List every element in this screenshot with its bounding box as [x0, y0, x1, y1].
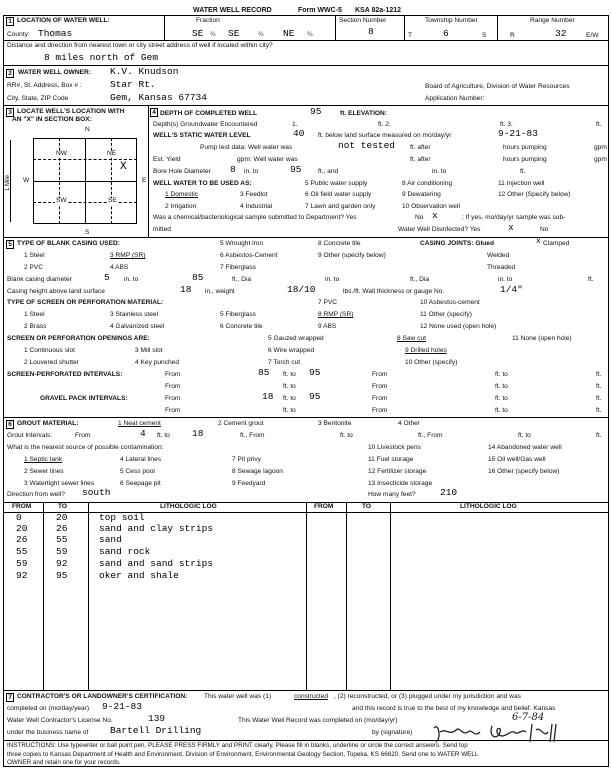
casing-abs[interactable]: 4 ABS [110, 264, 129, 271]
section-1-number: 1 [6, 17, 14, 26]
gw-1-label: 1. [292, 121, 298, 128]
log-row-from: 26 [16, 534, 28, 545]
gp-ft2: ft. [596, 407, 602, 414]
gp-to4-label: ft. to [495, 407, 508, 414]
disinf-no[interactable]: No [540, 226, 549, 233]
gw-3-label: ft. 3. [500, 121, 513, 128]
completed-label: completed on (mo/day/year) [7, 705, 90, 712]
open-saw[interactable]: 8 Saw cut [397, 335, 426, 342]
spi-to[interactable]: 95 [309, 367, 321, 378]
compass-s: S [85, 229, 90, 236]
log-row-to: 26 [56, 523, 68, 534]
disinf-label: Water Well Disinfected? Yes [398, 226, 481, 233]
section-number-value[interactable]: 8 [368, 26, 374, 37]
gp-ft: ft. [596, 395, 602, 402]
height-in: in., weight [205, 288, 235, 295]
open-other[interactable]: 10 Other (specify) [405, 359, 458, 366]
bore-depth[interactable]: 95 [290, 164, 302, 175]
screen-concrete[interactable]: 6 Concrete tile [220, 323, 263, 330]
contam-pit[interactable]: 7 Pit privy [232, 456, 261, 463]
gp-to2-label: ft. to [495, 395, 508, 402]
location-label: LOCATION OF WATER WELL: [17, 17, 110, 24]
diam-in-3: in. to [498, 276, 513, 283]
screen-abs[interactable]: 9 ABS [318, 323, 337, 330]
locate-label: LOCATE WELL'S LOCATION WITH [17, 108, 125, 115]
joints-x: x [536, 237, 541, 246]
grout-cement-grout[interactable]: 2 Cement grout [218, 420, 264, 427]
weight-value[interactable]: 18/10 [287, 284, 316, 295]
screen-label: TYPE OF SCREEN OR PERFORATION MATERIAL: [7, 299, 164, 306]
screen-other[interactable]: 11 Other (specify) [420, 311, 472, 318]
chem-label: Was a chemical/bacteriological sample submitted to Department? Yes [153, 214, 357, 221]
grout-from-label: From [75, 432, 91, 439]
log-row-from: 0 [16, 512, 22, 523]
contam-septic[interactable]: 1 Septic tank [24, 456, 63, 463]
section-3-number: 3 [6, 108, 14, 117]
bore-label: Bore Hole Diameter [153, 168, 211, 175]
open-wire[interactable]: 6 Wire wrapped [268, 347, 315, 354]
log-row-desc: sand and clay strips [99, 523, 214, 534]
township-suffix: S [482, 32, 487, 39]
weight-tail: lbs./ft. Wall thickness or gauge No. [343, 288, 445, 295]
casing-steel[interactable]: 1 Steel [24, 252, 45, 259]
log-litho-header-2: LITHOLOGIC LOG [460, 503, 517, 510]
distance-label: Distance and direction from nearest town or city street address of well if located within city? [7, 42, 273, 49]
log-row-to: 20 [56, 512, 68, 523]
spi-to2-label: ft. to [495, 371, 508, 378]
casing-rmp[interactable]: 3 RMP (SR) [110, 252, 146, 259]
log-litho-header: LITHOLOGIC LOG [160, 503, 217, 510]
owner-label: WATER WELL OWNER: [18, 69, 92, 76]
yield-label: Est. Yield [153, 156, 181, 163]
business-value[interactable]: Bartell Drilling [110, 725, 202, 736]
depth-value[interactable]: 95 [310, 106, 322, 117]
log-row-desc: sand and sand strips [99, 558, 214, 569]
log-row-from: 59 [16, 558, 28, 569]
city-value[interactable]: Gem, Kansas 67734 [110, 92, 207, 103]
use-air[interactable]: 8 Air conditioning [402, 180, 453, 187]
open-gauzed[interactable]: 5 Gauzed wrapped [268, 335, 324, 342]
pump-label: Pump test data: Well water was [200, 144, 293, 151]
contam-fuel[interactable]: 11 Fuel storage [368, 456, 414, 463]
grout-to[interactable]: 18 [192, 428, 204, 439]
spi-from4-label: From [372, 383, 388, 390]
diam-to[interactable]: 85 [192, 272, 204, 283]
log-row-from: 92 [16, 570, 28, 581]
grout-other[interactable]: 4 Other [398, 420, 420, 427]
section-6-number: 6 [6, 420, 14, 429]
bore-ft-2: ft. [520, 168, 526, 175]
gp-from2-label: From [372, 395, 388, 402]
gp-to3-label: ft. to [283, 407, 296, 414]
spi-from3-label: From [165, 383, 181, 390]
address-value[interactable]: Star Rt. [110, 79, 156, 90]
chem-tail: ; If yes, mo/day/yr sample was sub- [462, 214, 566, 221]
joints-threaded[interactable]: Threaded [487, 264, 516, 271]
openings-label: SCREEN OR PERFORATION OPENINGS ARE: [7, 335, 150, 342]
gp-to-label: ft. to [283, 395, 296, 402]
spi-ft: ft. [596, 371, 602, 378]
fraction-label: Fraction [196, 17, 220, 24]
quadrant-sw: SW [56, 197, 67, 204]
contam-livestock[interactable]: 10 Livestock pens [368, 444, 421, 451]
screen-stainless[interactable]: 3 Stainless steel [110, 311, 159, 318]
pump-gpm: gpm [594, 144, 607, 151]
open-drilled[interactable]: 9 Drilled holes [405, 347, 447, 354]
locate-label-2: AN "X" IN SECTION BOX: [12, 116, 92, 123]
use-dewatering[interactable]: 9 Dewatering [402, 191, 441, 198]
height-label: Casing height above land surface [7, 288, 105, 295]
chem-no[interactable]: No [415, 214, 424, 221]
screen-brass[interactable]: 2 Brass [24, 323, 47, 330]
screen-rmp[interactable]: 8 RMP (SR) [318, 311, 354, 318]
contam-insecticide[interactable]: 13 Insecticide storage [368, 480, 433, 487]
screen-fiberglass[interactable]: 5 Fiberglass [220, 311, 256, 318]
range-label: Range Number [530, 17, 575, 24]
casing-other[interactable]: 9 Other (specify below) [318, 252, 386, 259]
diam-ft: ft., Dia [232, 276, 252, 283]
static-label: WELL'S STATIC WATER LEVEL [153, 132, 251, 139]
use-public[interactable]: 5 Public water supply [305, 180, 368, 187]
open-continuous[interactable]: 1 Continuous slot [24, 347, 75, 354]
casing-asbestos[interactable]: 6 Asbestos-Cement [220, 252, 278, 259]
section-5-number: 5 [6, 240, 14, 249]
screen-none[interactable]: 12 None used (open hole) [420, 323, 497, 330]
section-4-number: 4 [150, 108, 158, 117]
log-row-from: 20 [16, 523, 28, 534]
section-number-label: Section Number [339, 17, 387, 24]
contam-cess[interactable]: 5 Cess pool [120, 468, 155, 475]
grout-neat-cement[interactable]: 1 Neat cement [118, 420, 161, 427]
range-prefix: R [510, 32, 515, 39]
owner-value[interactable]: K.V. Knudson [110, 66, 179, 77]
contam-seepage[interactable]: 6 Seepage pit [120, 480, 161, 487]
use-other[interactable]: 12 Other (Specify below) [498, 191, 571, 198]
log-from-header-2: FROM [314, 503, 334, 510]
use-injection[interactable]: 11 Injection well [498, 180, 545, 187]
bore-diameter[interactable]: 8 [230, 164, 236, 175]
fraction-q1-unit: ¼ [210, 31, 216, 38]
spi-to-label: ft. to [283, 371, 296, 378]
spi-label: SCREEN-PERFORATED INTERVALS: [7, 371, 123, 378]
township-prefix: T [408, 32, 413, 39]
instructions-line-1: INSTRUCTIONS: Use typewriter or ball point pen, PLEASE PRESS FIRMLY and PRINT clearly. Please fill in blanks, underline or circle the correct answers. Send top [7, 742, 468, 749]
pump-value[interactable]: not tested [338, 140, 396, 151]
static-date[interactable]: 9-21-83 [498, 128, 538, 139]
use-lawn[interactable]: 7 Lawn and garden only [305, 203, 376, 210]
diam-value[interactable]: 5 [104, 272, 110, 283]
log-row-desc: sand rock [99, 546, 151, 557]
cert-constructed[interactable]: constructed [294, 693, 329, 700]
license-value[interactable]: 139 [148, 713, 166, 724]
diam-label: Blank casing diameter [7, 276, 72, 283]
fraction-q2-unit: ¼ [258, 31, 264, 38]
open-louvered[interactable]: 2 Louvered shutter [24, 359, 79, 366]
yield-after: ft. after [410, 156, 431, 163]
contam-feedyard[interactable]: 9 Feedyard [232, 480, 266, 487]
contam-lagoon[interactable]: 8 Sewage lagoon [232, 468, 283, 475]
log-row-desc: sand [99, 534, 122, 545]
cert-text: This water well was (1) [204, 693, 272, 700]
fraction-q1[interactable]: SE [192, 28, 204, 39]
fraction-q3[interactable]: NE [283, 28, 295, 39]
casing-label: TYPE OF BLANK CASING USED: [17, 240, 120, 247]
log-to-header: TO [58, 503, 68, 510]
feet-value[interactable]: 210 [440, 487, 458, 498]
contam-lateral[interactable]: 4 Lateral lines [120, 456, 162, 463]
gw-3-ft: ft. [596, 121, 602, 128]
gauge-value[interactable]: 1/4" [500, 284, 523, 295]
well-location-mark: X [120, 161, 127, 173]
grout-label: GROUT MATERIAL: [17, 420, 79, 427]
diam-ft-3: ft. [588, 276, 594, 283]
contam-abandoned[interactable]: 14 Abandoned water well [488, 444, 562, 451]
static-value[interactable]: 40 [293, 128, 305, 139]
city-label: City, State, ZIP Code [7, 95, 69, 102]
range-value[interactable]: 32 [555, 28, 567, 39]
depth-label: DEPTH OF COMPLETED WELL [160, 110, 258, 117]
quadrant-se: SE [108, 197, 117, 204]
county-label: County: [7, 31, 30, 38]
grout-intervals-label: Grout Intervals: [7, 432, 53, 439]
joints-label: CASING JOINTS: Glued [420, 240, 495, 247]
yield-hours: hours pumping [503, 156, 547, 163]
compass-n: N [85, 126, 90, 133]
chem-mitted: mitted [153, 226, 171, 233]
gp-to[interactable]: 95 [309, 391, 321, 402]
static-tail: ft. below land surface measured on mo/day/yr [318, 132, 452, 139]
address-label: RR#, St. Address, Box # : [7, 82, 82, 89]
use-observation[interactable]: 10 Observation well [402, 203, 460, 210]
pump-after: ft. after [410, 144, 431, 151]
completed-value[interactable]: 9-21-83 [102, 701, 142, 712]
pump-hours: hours pumping [503, 144, 547, 151]
contam-watertight[interactable]: 3 Watertight sewer lines [24, 480, 95, 487]
compass-e: E [142, 177, 147, 184]
quadrant-ne: NE [107, 150, 117, 157]
open-torch[interactable]: 7 Torch cut [268, 359, 301, 366]
ksa-number: KSA 82a-1212 [355, 7, 402, 14]
joints-clamped[interactable]: Clamped [543, 240, 570, 247]
section-7-number: 7 [6, 693, 14, 702]
gp-from3-label: From [165, 407, 181, 414]
grout-to-label: ft. to [157, 432, 170, 439]
bore-ft: ft., and [318, 168, 339, 175]
gravel-label: GRAVEL PACK INTERVALS: [40, 395, 128, 402]
yield-tail: gpm: Well water was [237, 156, 298, 163]
log-row-desc: top soil [99, 512, 145, 523]
open-key[interactable]: 4 Key punched [135, 359, 179, 366]
form-title: WATER WELL RECORD [193, 7, 272, 14]
grout-bentonite[interactable]: 3 Bentonite [318, 420, 352, 427]
fraction-q2[interactable]: SE [228, 28, 240, 39]
direction-value[interactable]: south [82, 487, 111, 498]
grout-ft: ft., From [240, 432, 265, 439]
instructions-line-3: OWNER and retain one for your records. [7, 759, 121, 766]
township-label: Township Number [425, 17, 478, 24]
open-mill[interactable]: 3 Mill slot [135, 347, 163, 354]
application-label: Application Number: [425, 95, 485, 102]
county-value[interactable]: Thomas [38, 28, 73, 39]
grout-ft-2: ft., From [418, 432, 443, 439]
log-row-to: 55 [56, 534, 68, 545]
use-label: WELL WATER TO BE USED AS: [153, 180, 252, 187]
diam-in-2: in. to [325, 276, 340, 283]
feet-label: How many feet? [368, 491, 416, 498]
joints-welded[interactable]: Welded [487, 252, 510, 259]
gw-2-label: ft. 2. [378, 121, 391, 128]
screen-asbestos[interactable]: 10 Asbestos-cement [420, 299, 480, 306]
use-oilfield[interactable]: 6 Oil field water supply [305, 191, 372, 198]
log-from-header: FROM [12, 503, 32, 510]
contam-fertilizer[interactable]: 12 Fertilizer storage [368, 468, 427, 475]
cert-tail: , (2) reconstructed, or (3) plugged under my jurisdiction and was [334, 693, 521, 700]
groundwater-label: Depth(s) Groundwater Encountered [153, 121, 258, 128]
form-number: Form WWC-5 [298, 7, 342, 14]
grout-ft-3: ft. [596, 432, 602, 439]
use-irrigation[interactable]: 2 Irrigation [165, 203, 197, 210]
log-row-desc: oker and shale [99, 570, 179, 581]
elevation-label: ft. ELEVATION: [340, 110, 388, 117]
use-industrial[interactable]: 4 Industrial [240, 203, 273, 210]
distance-value[interactable]: 8 miles north of Gem [44, 52, 159, 63]
gp-from[interactable]: 18 [262, 391, 274, 402]
spi-from2-label: From [372, 371, 388, 378]
yield-gpm: gpm [594, 156, 607, 163]
bore-in-2: in. to [432, 168, 447, 175]
board-label: Board of Agriculture, Division of Water Resources [425, 83, 570, 90]
record-date[interactable]: 6-7-84 [512, 712, 545, 723]
section-2-number: 2 [6, 69, 14, 78]
open-none[interactable]: 11 None (open hole) [512, 335, 572, 342]
grout-to-3: ft. to [518, 432, 531, 439]
contam-other[interactable]: 16 Other (specify below) [488, 468, 560, 475]
spi-to4-label: ft. to [495, 383, 508, 390]
casing-pvc[interactable]: 2 PVC [24, 264, 44, 271]
log-to-header-2: TO [362, 503, 372, 510]
grout-to-2: ft. to [340, 432, 353, 439]
log-row-to: 92 [56, 558, 68, 569]
spi-ft2: ft. [596, 383, 602, 390]
gp-from-label: From [165, 395, 181, 402]
range-suffix: E/W [586, 32, 599, 39]
log-row-to: 95 [56, 570, 68, 581]
contam-label: What is the nearest source of possible contamination: [7, 444, 164, 451]
spi-from[interactable]: 85 [258, 367, 270, 378]
business-label: under the business name of [7, 729, 89, 736]
diam-ft-2: ft., Dia [410, 276, 430, 283]
disinf-x: x [508, 222, 514, 233]
quadrant-nw: NW [56, 150, 67, 157]
casing-concrete[interactable]: 8 Concrete tile [318, 240, 361, 247]
log-row-from: 55 [16, 546, 28, 557]
contam-sewer[interactable]: 2 Sewer lines [24, 468, 64, 475]
instructions-line-2: three copies to Kansas Department of Health and Environment, Division of Environment, Environmental Geology Section, Topeka, KS 66620. Send one to WATER WELL [7, 751, 479, 758]
screen-galvanized[interactable]: 4 Galvanized steel [110, 323, 165, 330]
compass-w: W [23, 177, 30, 184]
diam-in: in. to [124, 276, 139, 283]
use-feedlot[interactable]: 3 Feedlot [240, 191, 268, 198]
casing-fiberglass[interactable]: 7 Fiberglass [220, 264, 256, 271]
completed-tail: and this record is true to the best of my knowledge and belief. Kansas [352, 705, 556, 712]
cert-label: CONTRACTOR'S OR LANDOWNER'S CERTIFICATION: [17, 693, 188, 700]
contam-oilwell[interactable]: 15 Oil well/Gas well [488, 456, 546, 463]
signature-label: by (signature) [372, 729, 413, 736]
spi-from-label: From [165, 371, 181, 378]
use-domestic[interactable]: 1 Domestic [165, 191, 198, 198]
casing-wrought[interactable]: 5 Wrought iron [220, 240, 264, 247]
chem-x: x [432, 210, 438, 221]
height-value[interactable]: 18 [180, 284, 192, 295]
fraction-q3-unit: ¼ [307, 31, 313, 38]
license-label: Water Well Contractor's License No. [7, 717, 113, 724]
record-label: This Water Well Record was completed on (mo/day/yr) [238, 717, 398, 724]
direction-label: Direction from well? [7, 491, 65, 498]
screen-pvc[interactable]: 7 PVC [318, 299, 338, 306]
bore-in: in. to [244, 168, 259, 175]
grout-from[interactable]: 4 [140, 428, 146, 439]
mile-label: 1 Mile [5, 174, 12, 192]
log-row-to: 59 [56, 546, 68, 557]
township-value[interactable]: 6 [443, 28, 449, 39]
screen-steel[interactable]: 1 Steel [24, 311, 45, 318]
spi-to3-label: ft. to [283, 383, 296, 390]
gp-from4-label: From [372, 407, 388, 414]
